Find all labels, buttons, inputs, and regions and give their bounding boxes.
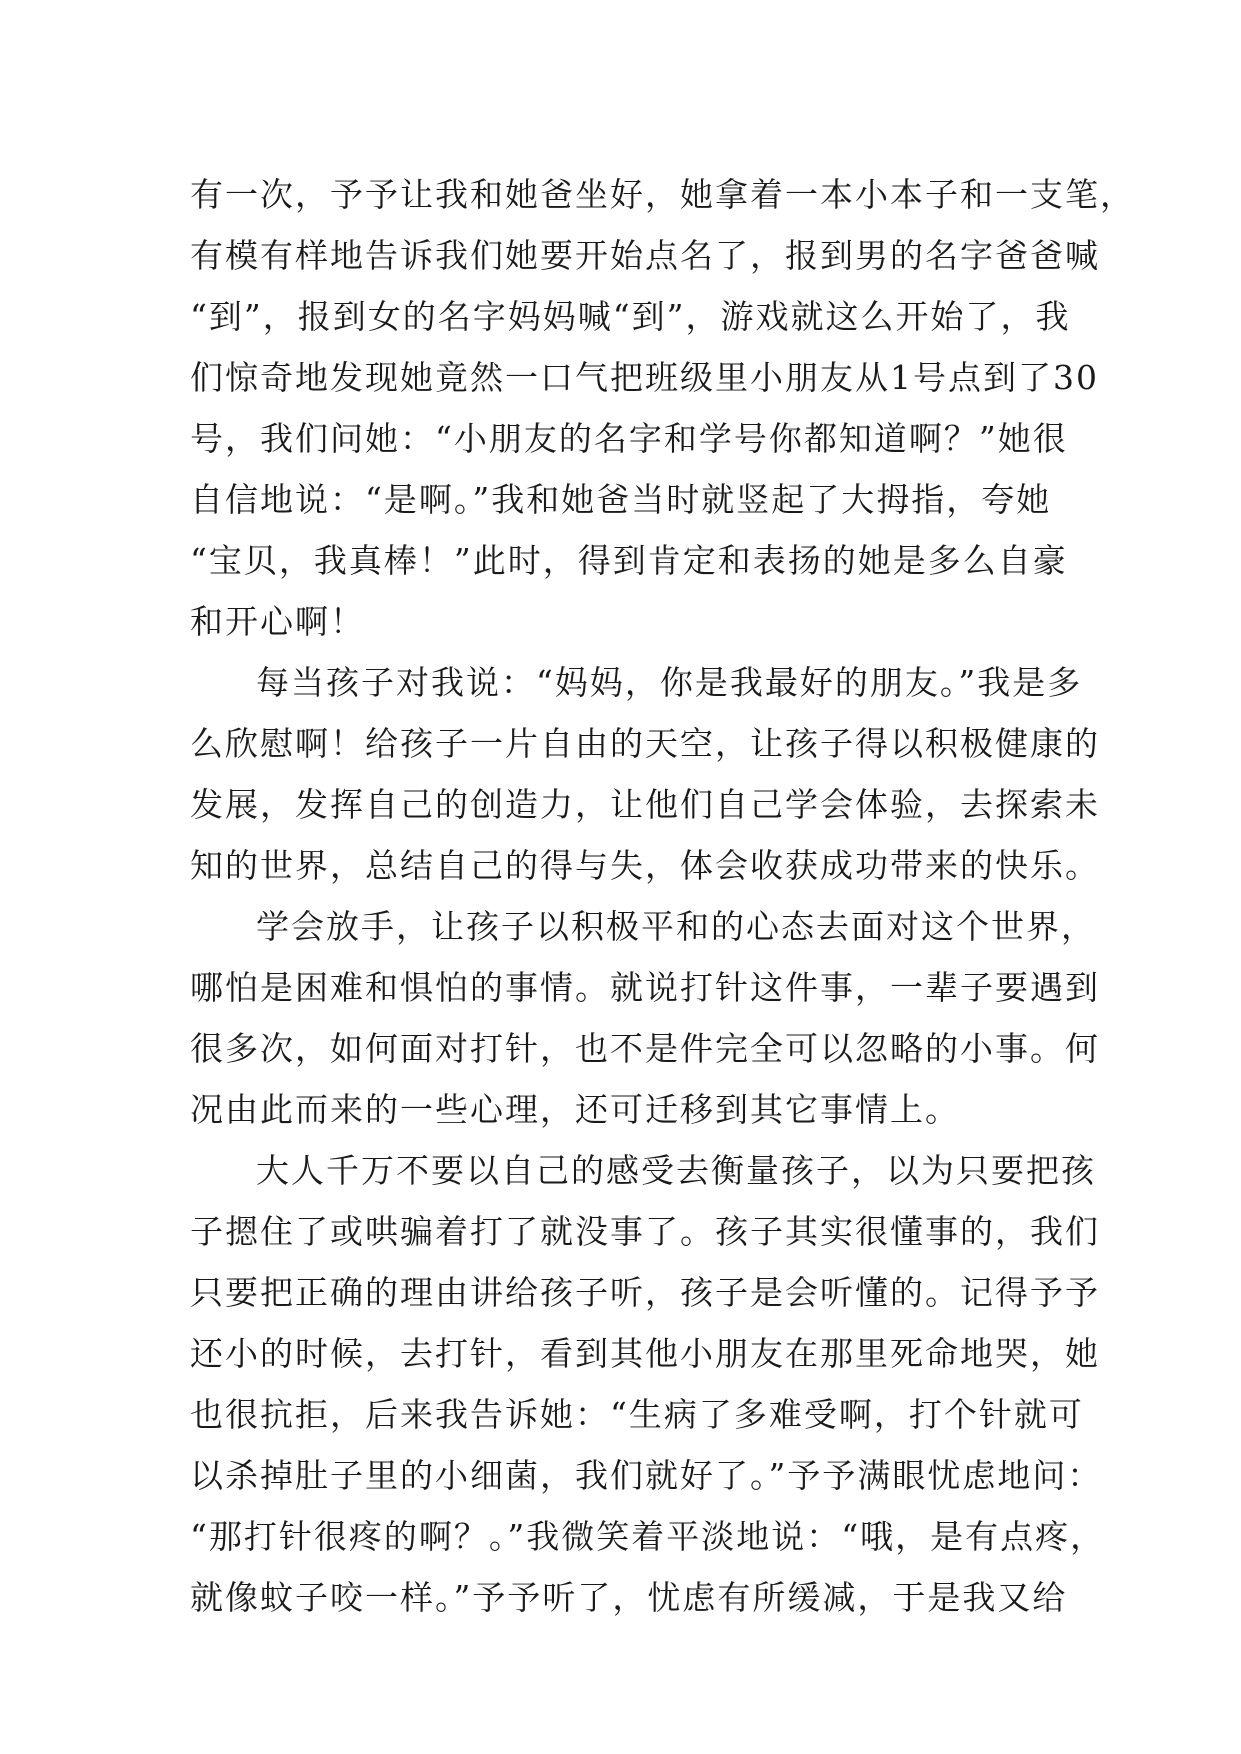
text-line: 有模有样地告诉我们她要开始点名了，报到男的名字爸爸喊 [190,236,1100,275]
text-line: “到”，报到女的名字妈妈喊“到”，游戏就这么开始了，我 [190,297,1071,336]
text-line: 就像蚊子咬一样。”予予听了，忧虑有所缓减，于是我又给 [190,1578,1068,1617]
text-line: 子摁住了或哄骗着打了就没事了。孩子其实很懂事的，我们 [190,1212,1100,1251]
text-line: 发展，发挥自己的创造力，让他们自己学会体验，去探索未 [190,785,1100,824]
text-line: 知的世界，总结自己的得与失，体会收获成功带来的快乐。 [190,846,1100,885]
text-line: 么欣慰啊！给孩子一片自由的天空，让孩子得以积极健康的 [190,724,1100,763]
text-line: “那打针很疼的啊？。”我微笑着平淡地说：“哦，是有点疼， [190,1517,1106,1556]
text-line: 还小的时候，去打针，看到其他小朋友在那里死命地哭，她 [190,1334,1100,1373]
text-line: 也很抗拒，后来我告诉她：“生病了多难受啊，打个针就可 [190,1395,1084,1434]
text-line: 以杀掉肚子里的小细菌，我们就好了。”予予满眼忧虑地问： [190,1456,1103,1495]
text-line: 和开心啊！ [190,602,365,641]
text-line: 们惊奇地发现她竟然一口气把班级里小朋友从1号点到了30 [190,358,1099,397]
text-line: 自信地说：“是啊。”我和她爸当时就竖起了大拇指，夸她 [190,480,1052,519]
text-line: 只要把正确的理由讲给孩子听，孩子是会听懂的。记得予予 [190,1273,1100,1312]
paragraph-first-line: 学会放手，让孩子以积极平和的心态去面对这个世界， [256,907,1096,946]
paragraph-first-line: 每当孩子对我说：“妈妈，你是我最好的朋友。”我是多 [256,663,1083,702]
document-body [190,164,1135,1628]
text-line: 况由此而来的一些心理，还可迁移到其它事情上。 [190,1090,960,1129]
text-line: 哪怕是困难和惧怕的事情。就说打针这件事，一辈子要遇到 [190,968,1100,1007]
text-line: 号，我们问她：“小朋友的名字和学号你都知道啊？”她很 [190,419,1068,458]
text-line: 有一次，予予让我和她爸坐好，她拿着一本小本子和一支笔， [190,175,1135,214]
text-line: 很多次，如何面对打针，也不是件完全可以忽略的小事。何 [190,1029,1100,1068]
paragraph-first-line: 大人千万不要以自己的感受去衡量孩子，以为只要把孩 [256,1151,1096,1190]
text-line: “宝贝，我真棒！”此时，得到肯定和表扬的她是多么自豪 [190,541,1068,580]
